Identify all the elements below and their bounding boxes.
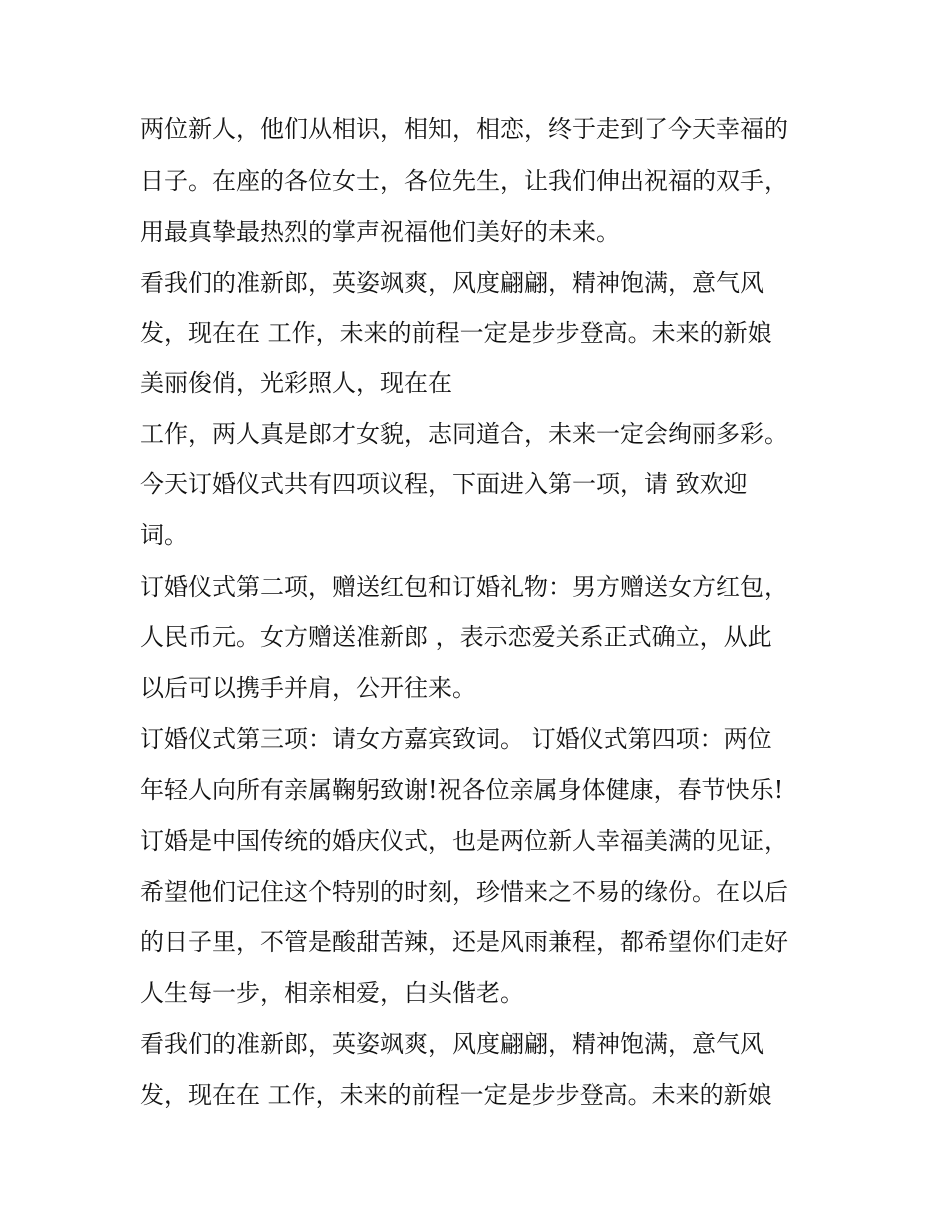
text-line: 的日子里，不管是酸甜苦辣，还是风雨兼程，都希望你们走好 bbox=[140, 928, 788, 956]
text-line: 美丽俊俏，光彩照人，现在在 bbox=[140, 369, 452, 397]
text-line: 工作，两人真是郎才女貌，志同道合，未来一定会绚丽多彩。 bbox=[140, 420, 788, 448]
text-line: 人民币元。女方赠送准新郎 ，表示恋爱关系正式确立，从此 bbox=[140, 623, 772, 651]
text-line: 人生每一步，相亲相爱，白头偕老。 bbox=[140, 979, 524, 1007]
text-line: 希望他们记住这个特别的时刻，珍惜来之不易的缘份。在以后 bbox=[140, 878, 788, 906]
text-line: 发，现在在 工作，未来的前程一定是步步登高。未来的新娘 bbox=[140, 1081, 772, 1109]
text-line: 年轻人向所有亲属鞠躬致谢!祝各位亲属身体健康，春节快乐! bbox=[140, 776, 784, 804]
text-line: 以后可以携手并肩，公开往来。 bbox=[140, 674, 476, 702]
text-line: 用最真挚最热烈的掌声祝福他们美好的未来。 bbox=[140, 218, 620, 246]
text-line: 订婚仪式第二项，赠送红包和订婚礼物：男方赠送女方红包， bbox=[140, 573, 788, 601]
text-line: 订婚是中国传统的婚庆仪式，也是两位新人幸福美满的见证， bbox=[140, 827, 788, 855]
text-line: 看我们的准新郎，英姿飒爽，风度翩翩，精神饱满，意气风 bbox=[140, 1030, 764, 1058]
text-line: 日子。在座的各位女士，各位先生，让我们伸出祝福的双手， bbox=[140, 167, 788, 195]
text-line: 看我们的准新郎，英姿飒爽，风度翩翩，精神饱满，意气风 bbox=[140, 269, 764, 297]
text-line: 今天订婚仪式共有四项议程，下面进入第一项，请 致欢迎 bbox=[140, 470, 748, 498]
text-line: 两位新人，他们从相识，相知，相恋，终于走到了今天幸福的 bbox=[140, 115, 788, 143]
text-line: 订婚仪式第三项：请女方嘉宾致词。 订婚仪式第四项：两位 bbox=[140, 725, 772, 753]
text-line: 发，现在在 工作，未来的前程一定是步步登高。未来的新娘 bbox=[140, 319, 772, 347]
text-line: 词。 bbox=[140, 521, 188, 549]
